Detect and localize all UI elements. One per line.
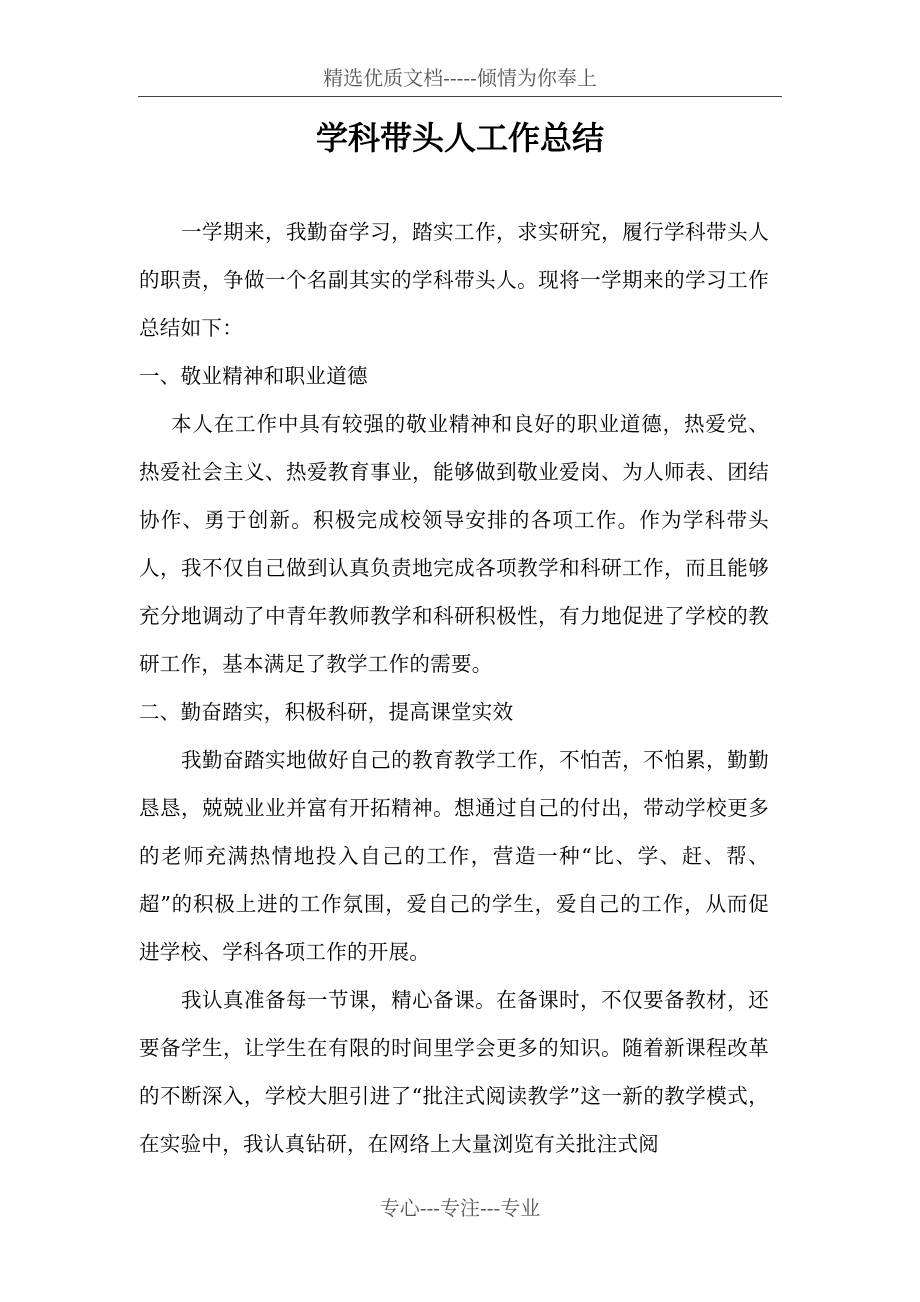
intro-paragraph: 一学期来，我勤奋学习，踏实工作，求实研究，履行学科带头人的职责，争做一个名副其实的学科带头人。现将一学期来的学习工作总结如下： (139, 220, 769, 340)
section-heading-1: 一、敬业精神和职业道德 (139, 364, 368, 388)
page-footer: 专心---专注---专业 (379, 1196, 541, 1220)
page-header: 精选优质文档-----倾情为你奉上 (323, 66, 597, 90)
header-divider (138, 96, 782, 97)
section-2-paragraph-1: 我勤奋踏实地做好自己的教育教学工作，不怕苦，不怕累，勤勤恳恳，兢兢业业并富有开拓精神。想通过自己的付出，带动学校更多的老师充满热情地投入自己的工作，营造一种“比、学、赶、帮、超”的积极上进的工作氛围，爱自己的学生，爱自己的工作，从而促进学校、学科各项工作的开展。 (139, 748, 769, 964)
document-body (139, 208, 769, 1168)
section-2-paragraph-2: 我认真准备每一节课，精心备课。在备课时，不仅要备教材，还要备学生，让学生在有限的时间里学会更多的知识。随着新课程改革的不断深入，学校大胆引进了“批注式阅读教学”这一新的教学模式，在实验中，我认真钻研，在网络上大量浏览有关批注式阅 (139, 988, 769, 1156)
section-1-paragraph: 本人在工作中具有较强的敬业精神和良好的职业道德，热爱党、热爱社会主义、热爱教育事业，能够做到敬业爱岗、为人师表、团结协作、勇于创新。积极完成校领导安排的各项工作。作为学科带头人，我不仅自己做到认真负责地完成各项教学和科研工作，而且能够充分地调动了中青年教师教学和科研积极性，有力地促进了学校的教研工作，基本满足了教学工作的需要。 (139, 412, 769, 676)
document-title: 学科带头人工作总结 (315, 119, 604, 157)
section-heading-2: 二、勤奋踏实，积极科研，提高课堂实效 (139, 700, 514, 724)
